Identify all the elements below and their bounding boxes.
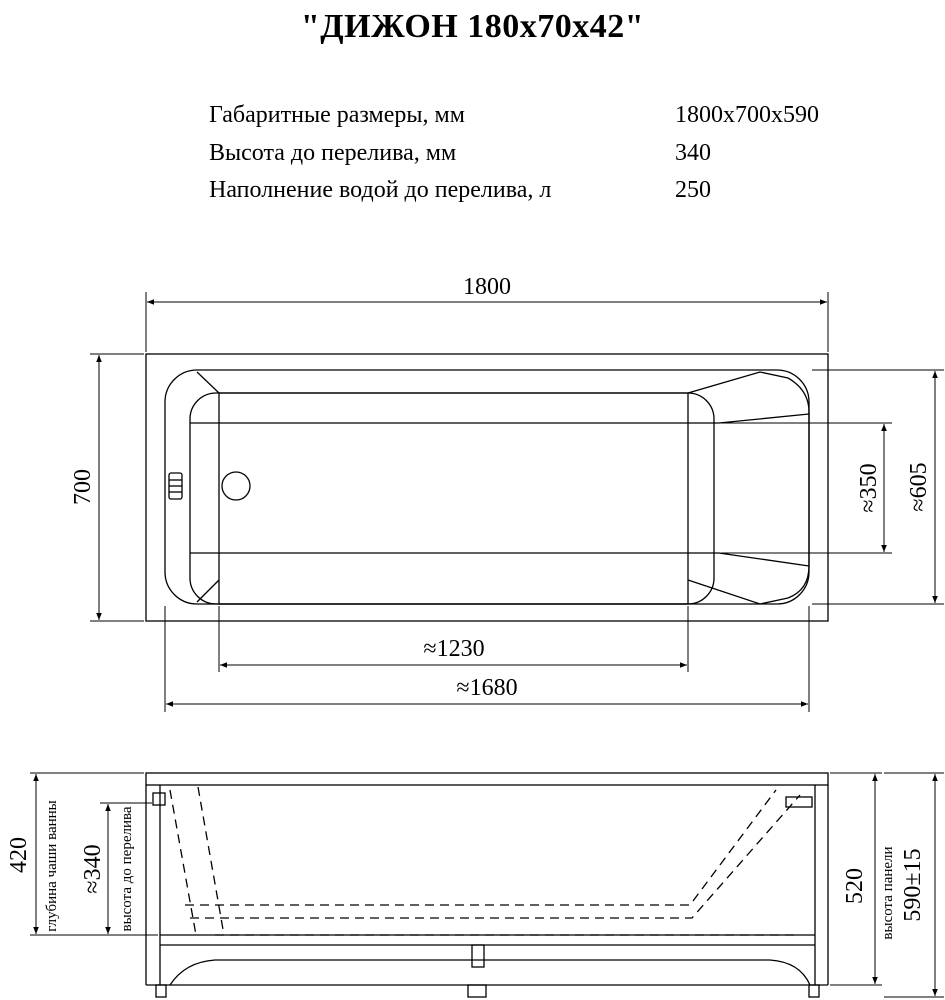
bathtub-bottom (219, 393, 688, 604)
drain-hole (222, 472, 250, 500)
spec-label: Габаритные размеры, мм (209, 102, 465, 128)
bathtub-outer-rim (146, 354, 828, 621)
page-title: "ДИЖОН 180х70х42" (300, 8, 645, 45)
spec-label: Высота до перелива, мм (209, 140, 457, 166)
length-label: 1800 (463, 274, 511, 300)
top-view-labels (70, 274, 932, 701)
leg-left (156, 985, 166, 997)
total-height-label: 590±15 (900, 848, 926, 922)
side-view-labels (6, 800, 926, 939)
panel-caption: высота панели (880, 846, 896, 940)
foot-slope-bottom (197, 580, 219, 602)
panel-base-curve (170, 960, 810, 985)
side-view (146, 773, 828, 997)
bathtub-bowl-line (190, 393, 714, 604)
bottom-width-label: ≈350 (856, 463, 882, 513)
spec-value: 250 (675, 177, 711, 203)
spec-label: Наполнение водой до перелива, л (209, 177, 552, 203)
foot-slope-top (197, 372, 219, 393)
bowl-depth-label: 420 (6, 837, 32, 873)
width-label: 700 (70, 469, 96, 505)
backrest-line-top (719, 414, 809, 423)
overflow-height-label: ≈340 (80, 844, 106, 894)
backrest-slope (688, 372, 809, 604)
overflow-fitting-side (153, 793, 165, 805)
top-view (146, 354, 828, 621)
bathtub-inner-edge (165, 370, 809, 604)
backrest-line-bottom (719, 553, 809, 566)
side-rim (146, 773, 828, 785)
bowl-profile-dashed (170, 787, 800, 935)
inner-width-label: ≈605 (906, 462, 932, 512)
headrest-bracket (786, 797, 812, 807)
leg-center (468, 945, 486, 997)
spec-value: 1800х700х590 (675, 102, 819, 128)
leg-right (809, 985, 819, 997)
top-view-dimensions (90, 292, 944, 712)
bottom-length-label: ≈1230 (423, 636, 485, 662)
panel-height-label: 520 (842, 868, 868, 904)
bowl-bottom-inner (190, 795, 800, 918)
inner-length-label: ≈1680 (456, 675, 518, 701)
bowl-bottom-outer (185, 790, 776, 905)
spec-value: 340 (675, 140, 711, 166)
bowl-depth-caption: глубина чаши ванны (44, 800, 60, 932)
overflow-caption: высота до перелива (119, 806, 135, 932)
